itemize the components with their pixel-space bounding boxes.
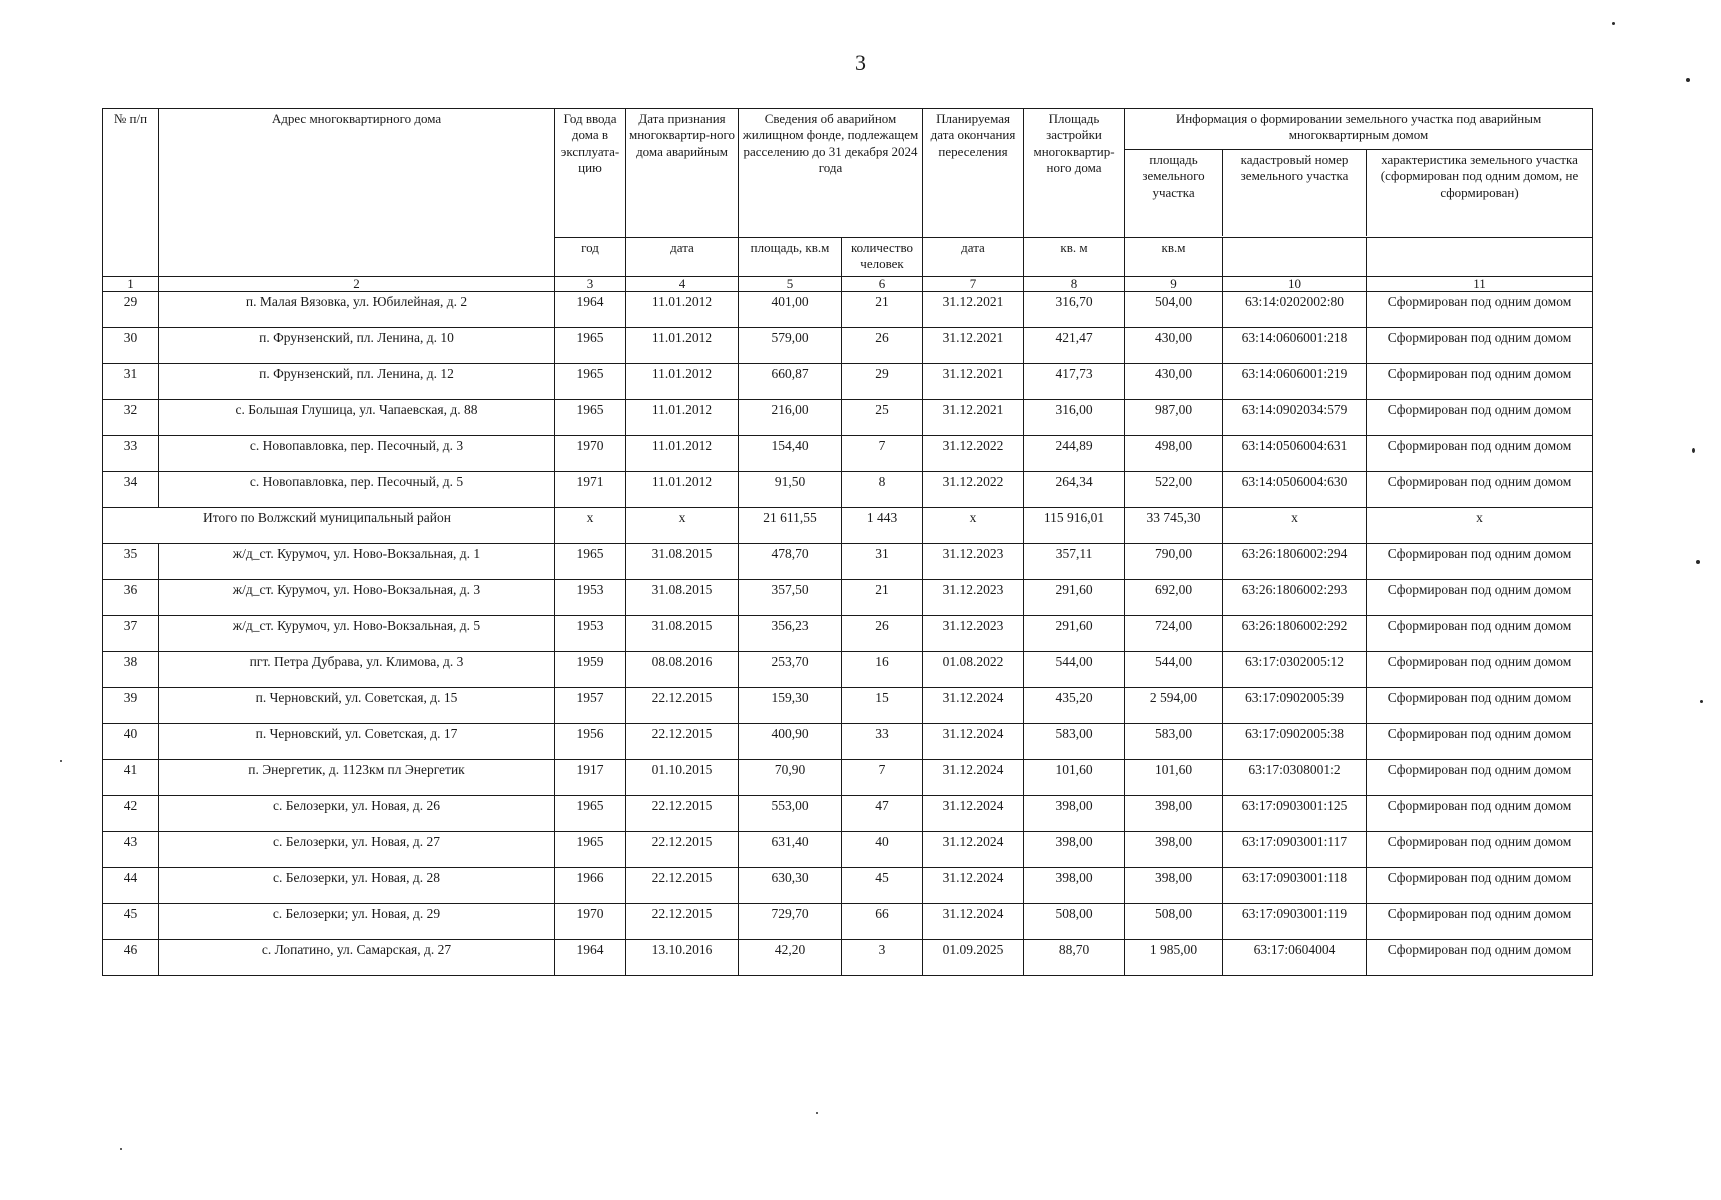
header-address: Адрес многоквартирного дома [159, 109, 555, 277]
row-number: 38 [103, 652, 159, 688]
column-number: 5 [739, 277, 842, 292]
row-year: 1953 [555, 616, 626, 652]
total-area: 21 611,55 [739, 508, 842, 544]
column-number: 3 [555, 277, 626, 292]
row-land-char: Сформирован под одним домом [1367, 364, 1593, 400]
row-planned-date: 31.12.2021 [923, 400, 1024, 436]
row-area: 631,40 [739, 832, 842, 868]
row-number: 29 [103, 292, 159, 328]
table-row [103, 652, 1593, 688]
row-built-area: 435,20 [1024, 688, 1125, 724]
row-people: 26 [842, 616, 923, 652]
row-land-char: Сформирован под одним домом [1367, 616, 1593, 652]
row-planned-date: 31.12.2023 [923, 580, 1024, 616]
row-land-char: Сформирован под одним домом [1367, 832, 1593, 868]
row-address: с. Новопавловка, пер. Песочный, д. 3 [159, 436, 555, 472]
row-address: с. Большая Глушица, ул. Чапаевская, д. 88 [159, 400, 555, 436]
row-people: 16 [842, 652, 923, 688]
row-area: 400,90 [739, 724, 842, 760]
row-built-area: 508,00 [1024, 904, 1125, 940]
row-address: ж/д_ст. Курумоч, ул. Ново-Вокзальная, д. 5 [159, 616, 555, 652]
unit-char-empty [1367, 238, 1593, 277]
page-number: 3 [855, 50, 866, 75]
table-row [103, 364, 1593, 400]
row-cadastral: 63:14:0606001:219 [1223, 364, 1367, 400]
row-area: 630,30 [739, 868, 842, 904]
row-people: 21 [842, 580, 923, 616]
row-area: 553,00 [739, 796, 842, 832]
row-land-area: 430,00 [1125, 364, 1223, 400]
table-row [103, 328, 1593, 364]
header-land-info-title: Информация о формировании земельного участка под аварийным многоквартирным домом [1125, 109, 1592, 150]
total-cadastral: x [1223, 508, 1367, 544]
table-row [103, 760, 1593, 796]
row-land-area: 101,60 [1125, 760, 1223, 796]
row-year: 1965 [555, 796, 626, 832]
row-land-char: Сформирован под одним домом [1367, 724, 1593, 760]
row-year: 1965 [555, 832, 626, 868]
row-land-char: Сформирован под одним домом [1367, 328, 1593, 364]
row-land-area: 790,00 [1125, 544, 1223, 580]
table-row [103, 940, 1593, 976]
total-built: 115 916,01 [1024, 508, 1125, 544]
column-number: 9 [1125, 277, 1223, 292]
row-area: 660,87 [739, 364, 842, 400]
row-cadastral: 63:17:0902005:39 [1223, 688, 1367, 724]
row-built-area: 291,60 [1024, 580, 1125, 616]
row-planned-date: 31.12.2024 [923, 868, 1024, 904]
row-date-recognized: 11.01.2012 [626, 472, 739, 508]
table-row [103, 544, 1593, 580]
row-cadastral: 63:26:1806002:293 [1223, 580, 1367, 616]
row-year: 1953 [555, 580, 626, 616]
row-address: с. Белозерки; ул. Новая, д. 29 [159, 904, 555, 940]
row-land-char: Сформирован под одним домом [1367, 940, 1593, 976]
table-row [103, 832, 1593, 868]
row-address: п. Черновский, ул. Советская, д. 17 [159, 724, 555, 760]
row-cadastral: 63:17:0308001:2 [1223, 760, 1367, 796]
row-built-area: 398,00 [1024, 868, 1125, 904]
table-row [103, 400, 1593, 436]
row-number: 42 [103, 796, 159, 832]
row-year: 1957 [555, 688, 626, 724]
row-area: 356,23 [739, 616, 842, 652]
row-planned-date: 31.12.2023 [923, 616, 1024, 652]
row-land-char: Сформирован под одним домом [1367, 472, 1593, 508]
row-date-recognized: 31.08.2015 [626, 580, 739, 616]
row-date-recognized: 08.08.2016 [626, 652, 739, 688]
row-address: п. Фрунзенский, пл. Ленина, д. 10 [159, 328, 555, 364]
unit-area: площадь, кв.м [739, 238, 842, 277]
row-planned-date: 31.12.2024 [923, 904, 1024, 940]
row-planned-date: 01.08.2022 [923, 652, 1024, 688]
table-row [103, 580, 1593, 616]
row-date-recognized: 22.12.2015 [626, 724, 739, 760]
row-planned-date: 31.12.2024 [923, 724, 1024, 760]
unit-cadastral-empty [1223, 238, 1367, 277]
row-address: с. Лопатино, ул. Самарская, д. 27 [159, 940, 555, 976]
column-numbers-row [103, 277, 1593, 292]
unit-date2: дата [923, 238, 1024, 277]
row-year: 1959 [555, 652, 626, 688]
row-built-area: 291,60 [1024, 616, 1125, 652]
total-label: Итого по Волжский муниципальный район [103, 508, 555, 544]
row-land-area: 398,00 [1125, 868, 1223, 904]
column-number: 2 [159, 277, 555, 292]
row-land-area: 544,00 [1125, 652, 1223, 688]
row-number: 30 [103, 328, 159, 364]
row-date-recognized: 11.01.2012 [626, 364, 739, 400]
total-char: x [1367, 508, 1593, 544]
row-area: 729,70 [739, 904, 842, 940]
header-num: № п/п [103, 109, 159, 277]
unit-date: дата [626, 238, 739, 277]
row-cadastral: 63:17:0902005:38 [1223, 724, 1367, 760]
header-land-char: характеристика земельного участка (сформирован под одним домом, не сформирован) [1380, 152, 1579, 200]
row-number: 46 [103, 940, 159, 976]
row-year: 1964 [555, 940, 626, 976]
row-built-area: 316,70 [1024, 292, 1125, 328]
row-people: 40 [842, 832, 923, 868]
row-planned-date: 31.12.2024 [923, 832, 1024, 868]
row-number: 36 [103, 580, 159, 616]
row-year: 1964 [555, 292, 626, 328]
row-cadastral: 63:26:1806002:292 [1223, 616, 1367, 652]
row-year: 1970 [555, 436, 626, 472]
row-land-char: Сформирован под одним домом [1367, 688, 1593, 724]
row-built-area: 264,34 [1024, 472, 1125, 508]
row-number: 35 [103, 544, 159, 580]
row-number: 32 [103, 400, 159, 436]
total-land: 33 745,30 [1125, 508, 1223, 544]
column-number: 11 [1367, 277, 1593, 292]
row-date-recognized: 22.12.2015 [626, 904, 739, 940]
row-area: 401,00 [739, 292, 842, 328]
row-year: 1965 [555, 544, 626, 580]
row-land-area: 504,00 [1125, 292, 1223, 328]
row-year: 1966 [555, 868, 626, 904]
table-row [103, 724, 1593, 760]
row-built-area: 244,89 [1024, 436, 1125, 472]
row-address: п. Энергетик, д. 1123км пл Энергетик [159, 760, 555, 796]
row-number: 40 [103, 724, 159, 760]
table-row [103, 796, 1593, 832]
row-built-area: 398,00 [1024, 796, 1125, 832]
row-area: 253,70 [739, 652, 842, 688]
row-planned-date: 31.12.2024 [923, 688, 1024, 724]
row-area: 154,40 [739, 436, 842, 472]
unit-land-area: кв.м [1125, 238, 1223, 277]
row-land-area: 508,00 [1125, 904, 1223, 940]
row-land-area: 2 594,00 [1125, 688, 1223, 724]
row-cadastral: 63:14:0202002:80 [1223, 292, 1367, 328]
row-built-area: 88,70 [1024, 940, 1125, 976]
row-land-area: 398,00 [1125, 832, 1223, 868]
row-address: ж/д_ст. Курумоч, ул. Ново-Вокзальная, д. 1 [159, 544, 555, 580]
row-land-char: Сформирован под одним домом [1367, 796, 1593, 832]
unit-people: количество человек [842, 238, 923, 277]
row-land-area: 987,00 [1125, 400, 1223, 436]
unit-built-area: кв. м [1024, 238, 1125, 277]
row-cadastral: 63:17:0903001:117 [1223, 832, 1367, 868]
row-built-area: 357,11 [1024, 544, 1125, 580]
table-row [103, 868, 1593, 904]
row-people: 26 [842, 328, 923, 364]
total-year: x [555, 508, 626, 544]
table-body-group-2 [103, 544, 1593, 976]
row-year: 1917 [555, 760, 626, 796]
row-number: 34 [103, 472, 159, 508]
row-address: с. Белозерки, ул. Новая, д. 26 [159, 796, 555, 832]
row-date-recognized: 01.10.2015 [626, 760, 739, 796]
emergency-housing-table [102, 108, 1593, 976]
row-number: 31 [103, 364, 159, 400]
row-number: 45 [103, 904, 159, 940]
row-area: 91,50 [739, 472, 842, 508]
row-year: 1965 [555, 328, 626, 364]
row-cadastral: 63:17:0604004 [1223, 940, 1367, 976]
row-people: 29 [842, 364, 923, 400]
row-built-area: 583,00 [1024, 724, 1125, 760]
header-year: Год ввода дома в эксплуата-цию [555, 109, 626, 238]
row-people: 3 [842, 940, 923, 976]
row-cadastral: 63:14:0902034:579 [1223, 400, 1367, 436]
row-date-recognized: 13.10.2016 [626, 940, 739, 976]
table-row [103, 472, 1593, 508]
row-built-area: 421,47 [1024, 328, 1125, 364]
row-built-area: 316,00 [1024, 400, 1125, 436]
column-number: 8 [1024, 277, 1125, 292]
row-date-recognized: 22.12.2015 [626, 868, 739, 904]
row-land-char: Сформирован под одним домом [1367, 904, 1593, 940]
table-row [103, 904, 1593, 940]
row-planned-date: 31.12.2022 [923, 436, 1024, 472]
table-row [103, 616, 1593, 652]
row-date-recognized: 11.01.2012 [626, 400, 739, 436]
row-land-area: 583,00 [1125, 724, 1223, 760]
row-date-recognized: 22.12.2015 [626, 832, 739, 868]
row-built-area: 544,00 [1024, 652, 1125, 688]
column-number: 10 [1223, 277, 1367, 292]
row-cadastral: 63:14:0506004:631 [1223, 436, 1367, 472]
column-number: 4 [626, 277, 739, 292]
row-address: п. Малая Вязовка, ул. Юбилейная, д. 2 [159, 292, 555, 328]
row-year: 1965 [555, 400, 626, 436]
row-built-area: 398,00 [1024, 832, 1125, 868]
row-land-area: 430,00 [1125, 328, 1223, 364]
row-number: 44 [103, 868, 159, 904]
header-land-area: площадь земельного участка [1125, 150, 1223, 236]
row-land-char: Сформирован под одним домом [1367, 292, 1593, 328]
row-cadastral: 63:17:0903001:118 [1223, 868, 1367, 904]
row-land-char: Сформирован под одним домом [1367, 652, 1593, 688]
header-built-area: Площадь застройки многоквартир-ного дома [1024, 109, 1125, 238]
row-built-area: 101,60 [1024, 760, 1125, 796]
row-planned-date: 31.12.2024 [923, 760, 1024, 796]
row-planned-date: 31.12.2021 [923, 328, 1024, 364]
column-number: 7 [923, 277, 1024, 292]
row-area: 159,30 [739, 688, 842, 724]
row-number: 39 [103, 688, 159, 724]
row-people: 7 [842, 760, 923, 796]
row-land-area: 498,00 [1125, 436, 1223, 472]
row-land-char: Сформирован под одним домом [1367, 544, 1593, 580]
row-cadastral: 63:26:1806002:294 [1223, 544, 1367, 580]
header-land-info [1125, 109, 1593, 238]
row-people: 47 [842, 796, 923, 832]
row-year: 1971 [555, 472, 626, 508]
row-planned-date: 31.12.2023 [923, 544, 1024, 580]
total-row-group [103, 508, 1593, 544]
row-land-area: 724,00 [1125, 616, 1223, 652]
row-cadastral: 63:17:0302005:12 [1223, 652, 1367, 688]
row-area: 70,90 [739, 760, 842, 796]
row-date-recognized: 22.12.2015 [626, 688, 739, 724]
row-area: 579,00 [739, 328, 842, 364]
row-cadastral: 63:17:0903001:125 [1223, 796, 1367, 832]
unit-year: год [555, 238, 626, 277]
row-date-recognized: 11.01.2012 [626, 436, 739, 472]
header-cadastral: кадастровый номер земельного участка [1223, 150, 1367, 236]
row-planned-date: 31.12.2024 [923, 796, 1024, 832]
row-planned-date: 31.12.2022 [923, 472, 1024, 508]
row-date-recognized: 11.01.2012 [626, 292, 739, 328]
table-row [103, 292, 1593, 328]
total-row [103, 508, 1593, 544]
row-people: 31 [842, 544, 923, 580]
row-land-char: Сформирован под одним домом [1367, 400, 1593, 436]
row-address: с. Белозерки, ул. Новая, д. 28 [159, 868, 555, 904]
row-number: 33 [103, 436, 159, 472]
row-area: 357,50 [739, 580, 842, 616]
row-address: с. Новопавловка, пер. Песочный, д. 5 [159, 472, 555, 508]
row-people: 25 [842, 400, 923, 436]
row-date-recognized: 11.01.2012 [626, 328, 739, 364]
row-address: п. Черновский, ул. Советская, д. 15 [159, 688, 555, 724]
row-land-char: Сформирован под одним домом [1367, 760, 1593, 796]
row-planned-date: 31.12.2021 [923, 292, 1024, 328]
row-address: с. Белозерки, ул. Новая, д. 27 [159, 832, 555, 868]
row-area: 216,00 [739, 400, 842, 436]
row-date-recognized: 22.12.2015 [626, 796, 739, 832]
row-area: 478,70 [739, 544, 842, 580]
table-row [103, 436, 1593, 472]
row-number: 43 [103, 832, 159, 868]
row-address: пгт. Петра Дубрава, ул. Климова, д. 3 [159, 652, 555, 688]
row-planned-date: 31.12.2021 [923, 364, 1024, 400]
row-address: ж/д_ст. Курумоч, ул. Ново-Вокзальная, д. 3 [159, 580, 555, 616]
total-planned: x [923, 508, 1024, 544]
row-year: 1970 [555, 904, 626, 940]
table-header [103, 109, 1593, 292]
row-people: 15 [842, 688, 923, 724]
row-people: 21 [842, 292, 923, 328]
row-land-char: Сформирован под одним домом [1367, 436, 1593, 472]
row-number: 37 [103, 616, 159, 652]
row-number: 41 [103, 760, 159, 796]
row-land-char: Сформирован под одним домом [1367, 580, 1593, 616]
row-land-area: 522,00 [1125, 472, 1223, 508]
header-planned-date: Планируемая дата окончания переселения [923, 109, 1024, 238]
table-row [103, 688, 1593, 724]
row-built-area: 417,73 [1024, 364, 1125, 400]
row-people: 8 [842, 472, 923, 508]
row-date-recognized: 31.08.2015 [626, 544, 739, 580]
header-date-recognized: Дата признания многоквартир-ного дома аварийным [626, 109, 739, 238]
row-planned-date: 01.09.2025 [923, 940, 1024, 976]
header-emergency-fund: Сведения об аварийном жилищном фонде, подлежащем расселению до 31 декабря 2024 года [739, 109, 923, 238]
row-cadastral: 63:14:0506004:630 [1223, 472, 1367, 508]
row-year: 1965 [555, 364, 626, 400]
row-land-char: Сформирован под одним домом [1367, 868, 1593, 904]
row-land-area: 398,00 [1125, 796, 1223, 832]
total-date: x [626, 508, 739, 544]
column-number: 1 [103, 277, 159, 292]
row-date-recognized: 31.08.2015 [626, 616, 739, 652]
row-cadastral: 63:17:0903001:119 [1223, 904, 1367, 940]
column-number: 6 [842, 277, 923, 292]
row-year: 1956 [555, 724, 626, 760]
row-people: 66 [842, 904, 923, 940]
row-people: 33 [842, 724, 923, 760]
row-address: п. Фрунзенский, пл. Ленина, д. 12 [159, 364, 555, 400]
row-area: 42,20 [739, 940, 842, 976]
table-body-group-1 [103, 292, 1593, 508]
row-cadastral: 63:14:0606001:218 [1223, 328, 1367, 364]
row-people: 7 [842, 436, 923, 472]
row-people: 45 [842, 868, 923, 904]
row-land-area: 1 985,00 [1125, 940, 1223, 976]
total-people: 1 443 [842, 508, 923, 544]
row-land-area: 692,00 [1125, 580, 1223, 616]
